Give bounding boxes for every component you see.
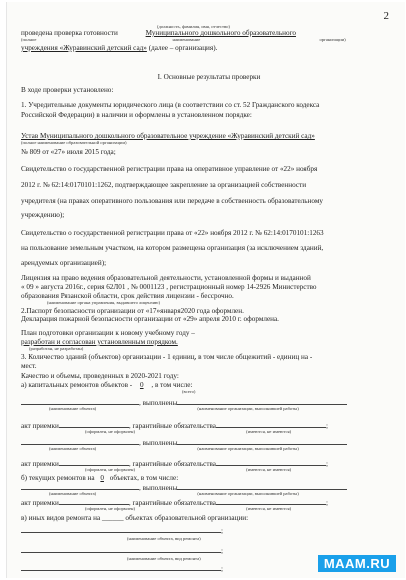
cert1-a: Свидетельство о государственной регистрации права на оперативное управление от «22» ноября [21,165,318,173]
repairs-a-caption-1: (наименование объекта) (наименование организации, выполнившей работы) [49,406,299,411]
page-number: 2 [383,10,389,22]
ustav-line: Устав Муниципального дошкольного образовательное учреждение «Журавинский детский сад» [21,132,315,140]
repairs-a-line: а) капитальных ремонтов объектов - 0 , в том числе: [21,381,193,389]
plan-caption: (разработан, не разработан) [29,346,84,351]
repairs-c-caption-2: (наименование объекта, вид ремонта) [127,556,201,561]
ustav-number: № 809 от «27» июля 2015 года; [21,148,116,156]
plan-a: План подготовки организации к новому учебному году – [21,329,195,337]
cert1-b: 2012 г. № 62:14:0170101:1262, подтверждающее закрепление за организацией собственности [21,181,307,189]
org-name-line: учреждения «Журавинский детский сад» (далее – организация). [21,44,218,52]
license-b: « 09 » августа 2016г., серия 62Л01 , № 0001123 , регистрационный номер 14-2926 Министерство [21,283,317,291]
license-a: Лицензия на право ведения образовательной деятельности, установленной формы и выданной [21,274,311,282]
repairs-b-done: , выполнены [21,483,397,493]
repairs-c-caption-1: (наименование объекта, вид ремонта) [127,536,201,541]
repairs-a-act-caption-2: (оформлен, не оформлен) (имеются, не имеются) [85,467,292,472]
license-c: образования Рязанской области, срок действия лицензии - бессрочно. [21,292,234,300]
plan-b: разработан и согласован установленным порядком. [21,338,178,346]
maam-logo[interactable]: MAAM.RU [318,555,396,572]
repairs-a-act-caption-1: (оформлен, не оформлен) (имеются, не имеются) [85,429,292,434]
repairs-a-act-1: акт приемки , гарантийные обязательства ; [21,422,328,430]
license-caption: (наименование органа управления, выдавшего лицензию) [47,300,160,305]
document-page [6,2,405,578]
repairs-b-act-caption: (оформлен, не оформлен) (имеются, не имеются) [85,506,292,511]
cert2-b: на пользование земельным участком, на котором размещена организация (за исключением зданий, [21,244,324,252]
repairs-b-line: б) текущих ремонтов на 0 объектах, в том числе: [21,474,179,482]
passport-line: 2.Паспорт безопасности организации от «17»января2020 года оформлен. [21,307,244,315]
paragraph-1a: 1. Учредительные документы юридического лица (в соответствии со ст. 52 Гражданского кодекса [21,101,320,109]
repairs-c-line: в) иных видов ремонта на ______ объектах образовательной организации: [21,514,249,522]
repairs-b-caption: (наименование объекта) (наименование организации, выполнившей работы) [49,491,299,496]
section-title: I. Основные результаты проверки [157,73,261,81]
cert1-d: учреждению); [21,211,65,219]
repairs-a-act-2: акт приемки , гарантийные обязательства ; [21,460,328,468]
fire-declaration-line: Декларация пожарной безопасности организации от «29» апреля 2010 г. оформлена. [21,315,279,323]
repairs-b-act: акт приемки , гарантийные обязательства ; [21,499,328,507]
repairs-c-blank-1: ; [21,526,397,536]
cert1-c: учредителя (на правах оперативного пользования или передаче в собственность образовательному [21,197,323,205]
total-caption: (всего) [182,389,196,394]
buildings-count-a: 3. Количество зданий (объектов) организации - 1 единиц, в том числе общежитий - единиц на - [21,353,313,361]
proveden-line: проведена проверка готовности Муниципального дошкольного образовательного [21,29,296,37]
cert2-c: арендуемых организацией); [21,259,107,267]
org-caption: (полное наименование организации) [21,37,346,42]
sign-caption: (должность, фамилия, имя, отчество) [157,24,230,29]
repairs-c-blank-2: ; [21,546,397,556]
intro-line: В ходе проверки установлено: [21,86,114,94]
repairs-a-caption-2: (наименование объекта) (наименование организации, выполнившей работы) [49,446,299,451]
repairs-a-done-2: , выполнены [21,438,397,448]
repairs-c-blank-3: ; [21,564,397,574]
repairs-a-done-1: , выполнены [21,398,397,408]
paragraph-1b: Российской Федерации) в наличии и оформлены в установленном порядке: [21,111,252,119]
ustav-caption: (полное наименование образовательной организации) [21,140,127,145]
repairs-title: Качество и объемы, проведенных в 2020-2021 году: [21,372,179,380]
cert2-a: Свидетельство о государственной регистрации права от «22» ноября 2012 г. № 62:14:0170101:1263 [21,229,324,237]
buildings-count-b: мест. [21,362,37,370]
